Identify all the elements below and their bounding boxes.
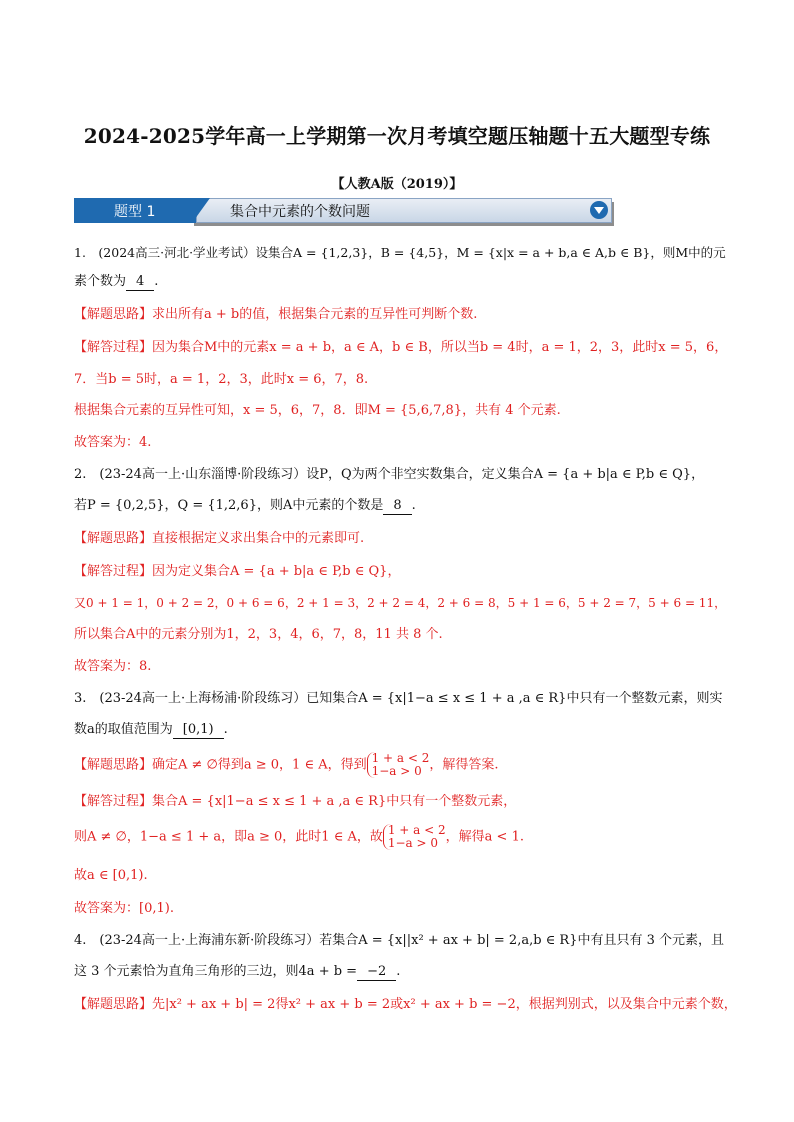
q3-process-line3: 故a ∈ [0,1).	[74, 868, 148, 883]
q4-stem-text: 这 3 个元素恰为直角三角形的三边，则4a + b =	[74, 964, 358, 979]
q2-stem-end: .	[411, 498, 416, 513]
q4-stem-end: .	[396, 964, 401, 979]
q2-process-line1: 【解答过程】因为定义集合A = {a + b|a ∈ P,b ∈ Q}，	[74, 564, 401, 579]
section-tag: 题型 1	[114, 204, 156, 220]
q4-answer-blank: −2	[357, 963, 396, 981]
q1-process-line3: 根据集合元素的互异性可知，x = 5，6，7，8．即M = {5,6,7,8}，共有 4 个元素.	[74, 403, 561, 418]
q3-process-line2	[74, 824, 524, 850]
document-title: 2024-2025学年高一上学期第一次月考填空题压轴题十五大题型专练	[83, 124, 711, 148]
q4-stem-line1: 4. (23-24高一上·上海浦东新·阶段练习）若集合A = {x||x² + ax + b| = 2,a,b ∈ R}中有且只有 3 个元素，且	[74, 933, 725, 948]
q3-idea-ineq2: 1−a > 0	[371, 764, 422, 778]
q3-stem-line1: 3. (23-24高一上·上海杨浦·阶段练习）已知集合A = {x|1−a ≤ x ≤ 1 + a ,a ∈ R}中只有一个整数元素，则实	[74, 691, 723, 706]
q1-stem-line1: 1. (2024高三·河北·学业考试）设集合A = {1,2,3}，B = {4,5}，M = {x|x = a + b,a ∈ A,b ∈ B}，则M中的元	[74, 245, 726, 260]
q2-idea: 【解题思路】直接根据定义求出集合中的元素即可.	[74, 531, 365, 546]
q3-idea-ineq1: 1 + a < 2	[371, 751, 430, 765]
q2-answer-blank: 8	[383, 497, 411, 515]
q2-answer: 故答案为：8.	[74, 659, 152, 674]
q3-process-end: ，解得a < 1.	[445, 829, 524, 845]
q3-idea-text: 【解题思路】确定A ≠ ∅得到a ≥ 0，1 ∈ A，得到	[74, 757, 367, 773]
q2-stem-line1: 2. (23-24高一上·山东淄博·阶段练习）设P，Q为两个非空实数集合，定义集合A = {a + b|a ∈ P,b ∈ Q}，	[74, 467, 705, 482]
q3-stem-line2	[74, 721, 228, 739]
q4-stem-line2	[74, 963, 400, 981]
q4-idea: 【解题思路】先|x² + ax + b| = 2得x² + ax + b = 2或x² + ax + b = −2，根据判别式，以及集合中元素个数，	[74, 997, 737, 1012]
q1-stem-line2	[74, 273, 158, 291]
q3-answer: 故答案为：[0,1).	[74, 901, 174, 916]
chevron-down-icon[interactable]	[590, 201, 608, 219]
q2-stem-line2	[74, 497, 416, 515]
q1-answer: 故答案为：4.	[74, 435, 152, 450]
q3-stem-text: 数a的取值范围为	[74, 722, 173, 737]
q1-stem-text: 素个数为	[74, 274, 127, 289]
q3-stem-end: .	[223, 722, 228, 737]
q3-process-text: 则A ≠ ∅，1−a ≤ 1 + a，即a ≥ 0，此时1 ∈ A，故	[74, 829, 383, 845]
q1-idea: 【解题思路】求出所有a + b的值，根据集合元素的互异性可判断个数.	[74, 307, 478, 322]
q1-process-line1: 【解答过程】因为集合M中的元素x = a + b，a ∈ A，b ∈ B，所以当b = 4时，a = 1，2，3，此时x = 5，6，	[74, 340, 728, 355]
q2-stem-text: 若P = {0,2,5}，Q = {1,2,6}，则A中元素的个数是	[74, 498, 384, 513]
q1-answer-blank: 4	[126, 273, 154, 291]
q2-process-line2: 又0 + 1 = 1，0 + 2 = 2，0 + 6 = 6，2 + 1 = 3，2 + 2 = 4，2 + 6 = 8，5 + 1 = 6，5 + 2 = 7，5 + 6 = 11，	[74, 596, 727, 610]
q3-answer-blank: [0,1)	[173, 721, 224, 739]
q3-process-system	[383, 824, 446, 850]
q2-process-line3: 所以集合A中的元素分别为1，2，3，4，6，7，8，11 共 8 个.	[74, 627, 443, 642]
q3-process-ineq2: 1−a > 0	[387, 836, 439, 850]
q3-idea-end: ，解得答案.	[429, 757, 499, 773]
q1-stem-end: .	[154, 274, 159, 289]
q1-process-line2: 7．当b = 5时，a = 1，2，3，此时x = 6，7，8.	[74, 372, 369, 387]
q3-process-line1: 【解答过程】集合A = {x|1−a ≤ x ≤ 1 + a ,a ∈ R}中只有一个整数元素，	[74, 794, 517, 809]
document-subtitle: 【人教A版（2019）】	[331, 177, 463, 192]
section-banner	[74, 198, 614, 226]
banner-slant	[192, 198, 210, 223]
section-name: 集合中元素的个数问题	[230, 204, 370, 220]
q3-process-ineq1: 1 + a < 2	[387, 823, 446, 837]
q3-idea	[74, 752, 499, 778]
q3-idea-system	[367, 752, 430, 778]
